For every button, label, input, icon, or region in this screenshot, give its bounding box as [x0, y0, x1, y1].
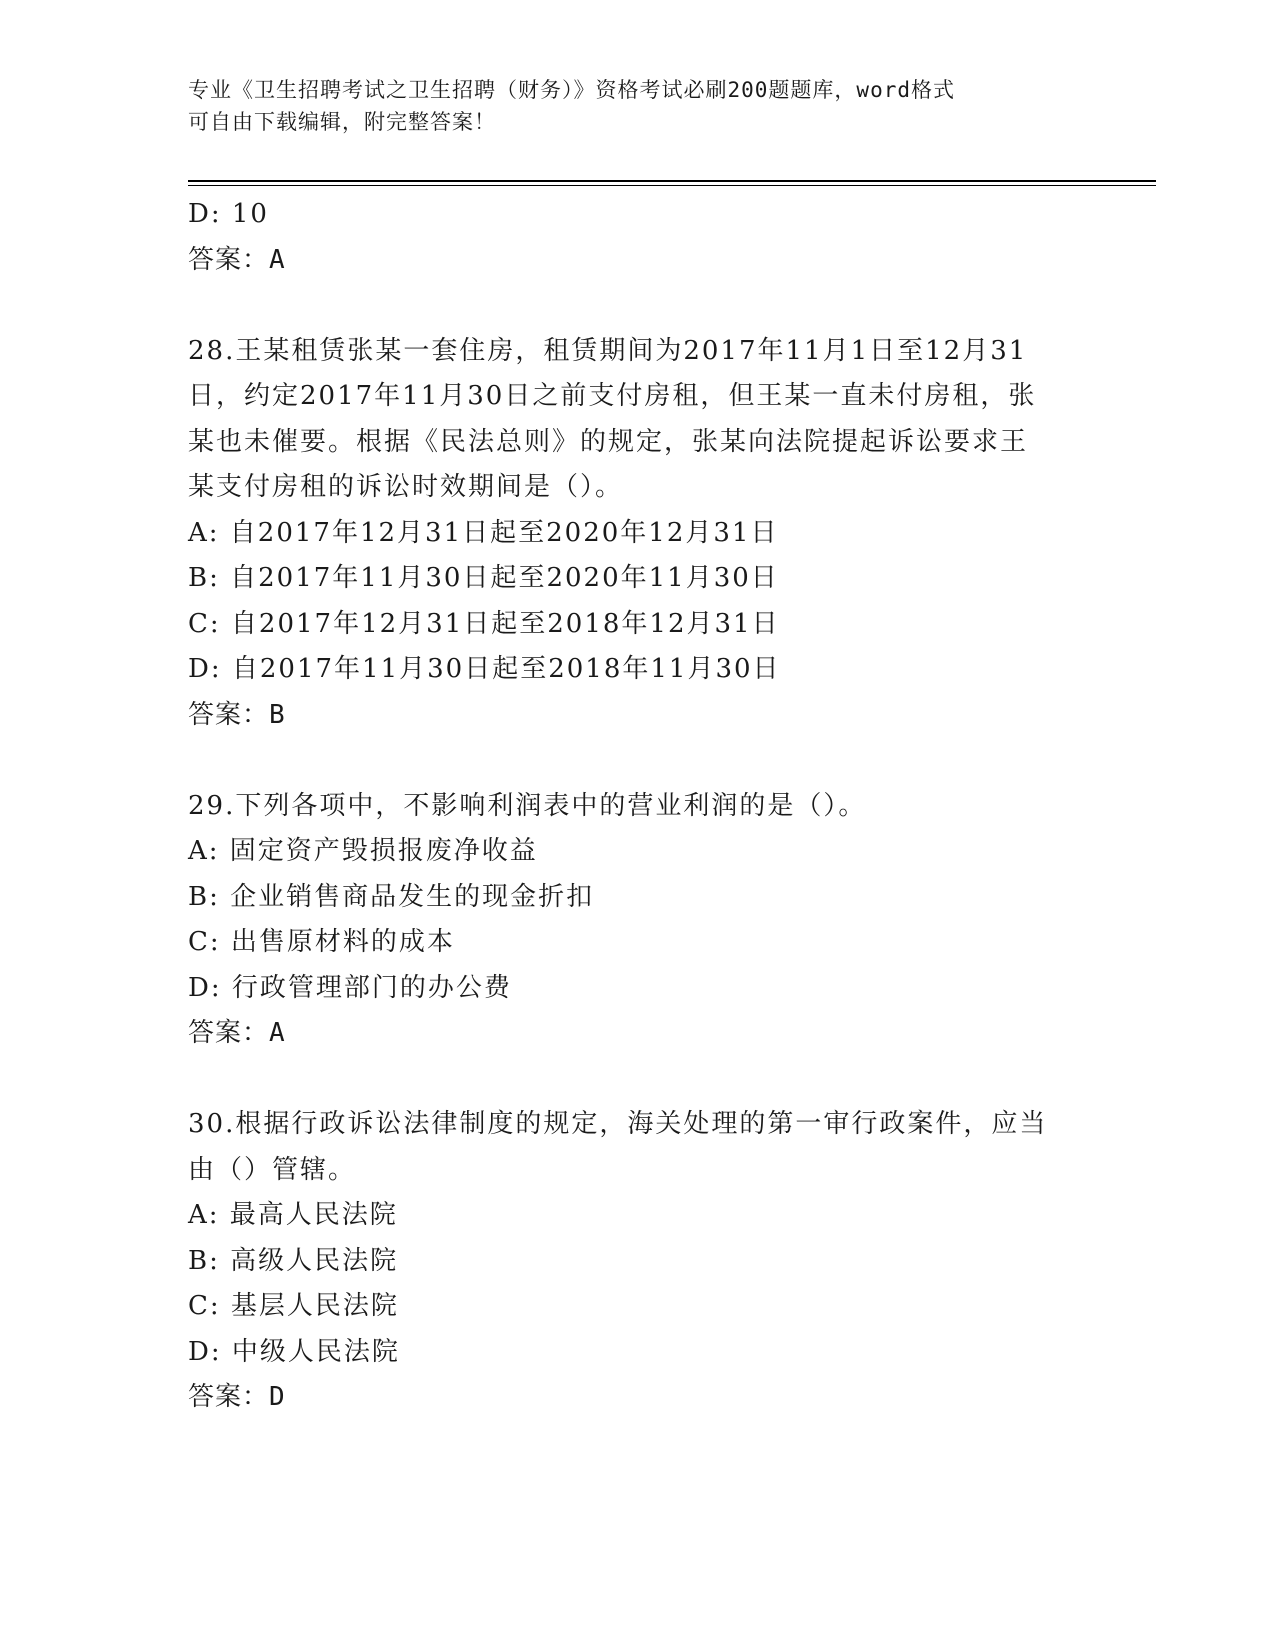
spacer: [188, 1057, 1088, 1103]
option-c: C: 出售原材料的成本: [188, 927, 455, 957]
question-29: [188, 784, 1088, 1057]
spacer: [188, 283, 1088, 329]
option-d: D: 行政管理部门的办公费: [188, 972, 512, 1003]
option-c: C: 自2017年12月31日起至2018年12月31日: [188, 608, 780, 639]
option-d: D: 中级人民法院: [188, 1336, 400, 1367]
answer-line: 答案：B: [188, 699, 286, 730]
option-a: A: 固定资产毁损报废净收益: [188, 836, 538, 866]
question-stem-line: 日，约定2017年11月30日之前支付房租，但王某一直未付房租，张: [188, 381, 1037, 411]
answer-line: 答案：A: [188, 244, 286, 275]
page-header: [188, 74, 1068, 138]
question-28: [188, 329, 1088, 739]
option-b: B: 企业销售商品发生的现金折扣: [188, 881, 595, 912]
header-divider-thick: [188, 180, 1156, 182]
answer-line: 答案：D: [188, 1382, 286, 1412]
question-stem-line: 由（）管辖。: [188, 1154, 357, 1185]
option-d: D: 自2017年11月30日起至2018年11月30日: [188, 654, 781, 684]
header-line-1: 专业《卫生招聘考试之卫生招聘（财务）》资格考试必刷200题题库，word格式: [188, 78, 955, 102]
question-stem-line: 29.下列各项中，不影响利润表中的营业利润的是（）。: [188, 790, 867, 821]
question-list: [188, 192, 1088, 1421]
option-c: C: 基层人民法院: [188, 1291, 399, 1321]
question-stem-line: 某支付房租的诉讼时效期间是（）。: [188, 472, 624, 502]
question-stem-line: 28.王某租赁张某一套住房，租赁期间为2017年11月1日至12月31: [188, 335, 1028, 366]
question-30: [188, 1102, 1088, 1421]
answer-line: 答案：A: [188, 1018, 286, 1048]
option-b: B: 高级人民法院: [188, 1245, 399, 1276]
header-divider-thin: [188, 185, 1156, 186]
spacer: [188, 738, 1088, 784]
option-a: A: 自2017年12月31日起至2020年12月31日: [188, 517, 779, 548]
previous-question-tail: [188, 192, 1088, 283]
option-d: D: 10: [188, 199, 269, 229]
option-b: B: 自2017年11月30日起至2020年11月30日: [188, 563, 779, 593]
question-stem-line: 30.根据行政诉讼法律制度的规定，海关处理的第一审行政案件，应当: [188, 1109, 1048, 1139]
question-stem-line: 某也未催要。根据《民法总则》的规定，张某向法院提起诉讼要求王: [188, 426, 1029, 457]
option-a: A: 最高人民法院: [188, 1200, 398, 1230]
header-line-2: 可自由下载编辑，附完整答案！: [188, 110, 496, 134]
